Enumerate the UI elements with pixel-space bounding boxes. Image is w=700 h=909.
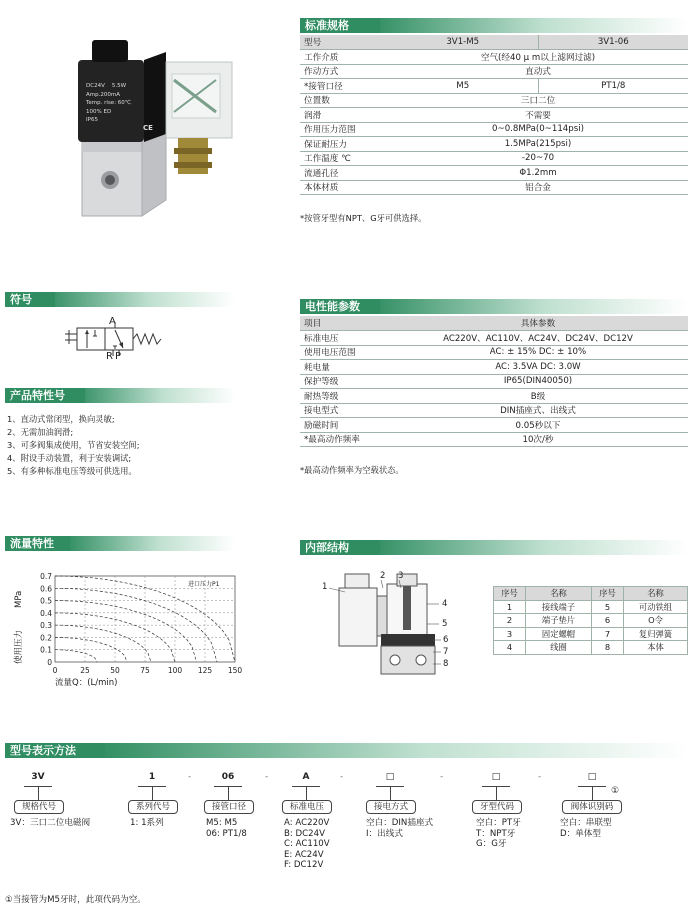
table-row [300, 151, 688, 166]
electrical-value: 0.05秒以下 [388, 418, 688, 433]
spec-value: 不需要 [388, 108, 688, 123]
electrical-value: IP65(DIN40050) [388, 374, 688, 389]
model-desc-line: 06: PT1/8 [206, 828, 247, 839]
internal-label-2: 2 [380, 571, 386, 581]
section-electrical-title: 电性能参数 [300, 299, 380, 314]
model-connector [592, 786, 593, 800]
internal-label-6: 6 [443, 635, 449, 645]
list-item: 3、可多阀集成使用，节省安装空间; [7, 440, 140, 450]
model-connector [390, 786, 391, 800]
spec-key: 作用压力范围 [300, 122, 388, 137]
part-no: 7 [592, 627, 624, 641]
spec-key: *接管口径 [300, 79, 388, 94]
symbol-port-rp: RP [106, 351, 123, 362]
table-row [300, 374, 688, 389]
model-desc-series [130, 818, 164, 829]
internal-structure-drawing [325, 566, 460, 686]
spec-value: 0~0.8MPa(0~114psi) [388, 122, 688, 137]
y-tick-label: 0.1 [40, 645, 52, 655]
spec-value: 1.5MPa(215psi) [388, 137, 688, 152]
spec-value: -20~70 [388, 151, 688, 166]
section-spec-title: 标准规格 [300, 18, 380, 33]
label-ip: IP65 [86, 117, 98, 123]
flow-annotation: 进口压力P1 [188, 581, 220, 588]
y-tick-label: 0.2 [40, 633, 52, 643]
model-desc-thread [476, 818, 521, 850]
model-box-body: 阀体识别码 [562, 800, 622, 814]
electrical-value: AC: 3.5VA DC: 3.0W [388, 360, 688, 375]
spec-value: Φ1.2mm [388, 166, 688, 181]
spec-key: 润滑 [300, 108, 388, 123]
section-model-title: 型号表示方法 [5, 743, 105, 758]
model-desc-line: D：单体型 [560, 828, 601, 839]
section-flow-title: 流量特性 [5, 536, 70, 551]
model-footnote: ①当接管为M5牙时，此项代码为空。 [5, 895, 146, 905]
part-name: 复归弹簧 [624, 627, 688, 641]
section-spec [300, 18, 688, 33]
table-row [300, 331, 688, 346]
table-row [494, 614, 688, 628]
internal-label-8: 8 [443, 659, 449, 669]
model-desc-line: 空白：PT牙 [476, 818, 521, 828]
spec-value-col1: M5 [388, 79, 538, 94]
part-name: 端子垫片 [526, 614, 592, 628]
electrical-note: *最高动作频率为空载状态。 [300, 465, 404, 475]
part-name: 本体 [624, 641, 688, 655]
electrical-value: B级 [388, 389, 688, 404]
product-image [70, 40, 260, 220]
product-label [86, 82, 131, 125]
table-row [300, 360, 688, 375]
section-internal [300, 540, 688, 555]
table-row [494, 600, 688, 614]
x-tick-label: 25 [80, 666, 90, 675]
part-name: 接线端子 [526, 600, 592, 614]
spec-table [300, 35, 688, 195]
model-box-thread: 牙型代码 [472, 800, 522, 814]
part-no: 6 [592, 614, 624, 628]
model-desc-connection [366, 818, 433, 839]
table-row [300, 180, 688, 195]
table-row [300, 93, 688, 108]
table-row [300, 432, 688, 447]
electrical-key: 保护等级 [300, 374, 388, 389]
electrical-header-row [300, 316, 688, 331]
x-tick-label: 0 [52, 666, 58, 675]
valve-symbol [55, 320, 205, 360]
model-code-series: 1 [148, 772, 156, 782]
model-code-spec: 3V [31, 772, 45, 782]
section-features-title: 产品特性号 [5, 388, 85, 403]
spec-header-key: 型号 [300, 35, 388, 50]
model-dash: - [340, 772, 344, 782]
part-no: 2 [494, 614, 526, 628]
model-box-spec: 规格代号 [14, 800, 64, 814]
table-row [300, 64, 688, 79]
electrical-value: AC220V、AC110V、AC24V、DC24V、DC12V [388, 331, 688, 346]
electrical-value: 10次/秒 [388, 432, 688, 447]
model-dash: - [265, 772, 269, 782]
parts-header-row [494, 587, 688, 601]
model-code-connection: □ [385, 772, 395, 782]
table-row [300, 50, 688, 65]
y-tick-label: 0.4 [40, 608, 52, 618]
parts-table [493, 586, 688, 655]
series-line [55, 601, 197, 662]
section-symbol-title: 符号 [5, 292, 55, 307]
list-item: 1、直动式常闭型，换向灵敏; [7, 414, 115, 424]
spec-note: *按管牙型有NPT、G牙可供选择。 [300, 213, 427, 223]
section-features [5, 388, 235, 403]
list-item: 4、附设手动装置，利于安装调试; [7, 453, 132, 463]
y-tick-label: 0 [47, 658, 52, 667]
table-row [494, 627, 688, 641]
part-name: 可动铁组 [624, 600, 688, 614]
internal-label-7: 7 [443, 647, 449, 657]
parts-header: 名称 [624, 587, 688, 601]
label-amp: Amp.200mA [86, 91, 120, 98]
ce-mark: CE [143, 124, 153, 132]
y-tick-label: 0.5 [40, 596, 52, 606]
section-model [5, 743, 688, 758]
list-item: 5、有多种标准电压等级可供选用。 [7, 466, 137, 476]
model-code-voltage: A [302, 772, 310, 782]
model-circle-mark: ① [611, 786, 620, 796]
table-row [300, 137, 688, 152]
electrical-header-key: 项目 [300, 316, 388, 331]
model-desc-line: M5: M5 [206, 818, 238, 828]
model-desc-line: I：出线式 [366, 828, 403, 839]
spec-value: 直动式 [388, 64, 688, 79]
part-name: 固定螺帽 [526, 627, 592, 641]
spec-key: 本体材质 [300, 180, 388, 195]
table-row [300, 389, 688, 404]
parts-header: 序号 [494, 587, 526, 601]
model-dash: - [538, 772, 542, 782]
part-no: 1 [494, 600, 526, 614]
spec-header-row [300, 35, 688, 50]
model-desc-line: 1: 1系列 [130, 818, 164, 828]
table-row [300, 79, 688, 94]
electrical-key: 耐热等级 [300, 389, 388, 404]
electrical-header-value: 具体参数 [388, 316, 688, 331]
list-item: 2、无需加油润滑; [7, 427, 74, 437]
part-no: 5 [592, 600, 624, 614]
y-tick-label: 0.3 [40, 621, 52, 631]
electrical-table [300, 316, 688, 447]
section-electrical [300, 299, 688, 314]
y-tick-label: 0.7 [40, 572, 52, 581]
internal-label-3: 3 [398, 571, 404, 581]
model-code-thread: □ [491, 772, 501, 782]
section-internal-title: 内部结构 [300, 540, 380, 555]
parts-header: 序号 [592, 587, 624, 601]
table-row [300, 122, 688, 137]
part-no: 3 [494, 627, 526, 641]
symbol-port-a: A [109, 316, 116, 327]
electrical-key: 使用电压范围 [300, 345, 388, 360]
label-ed: 100% ED [86, 108, 112, 115]
electrical-key: 标准电压 [300, 331, 388, 346]
model-desc-port [206, 818, 247, 839]
model-connector [38, 786, 39, 800]
flow-ylabel-unit: MPa [14, 590, 24, 608]
model-box-connection: 接电方式 [366, 800, 416, 814]
model-connector [152, 786, 153, 800]
table-row [300, 418, 688, 433]
part-no: 8 [592, 641, 624, 655]
internal-label-4: 4 [442, 599, 448, 609]
flow-ylabel: 使用压力 [14, 629, 24, 664]
model-desc-line: E: AC24V [284, 849, 324, 860]
spec-key: 工作介质 [300, 50, 388, 65]
internal-label-5: 5 [442, 619, 448, 629]
model-code-port: 06 [221, 772, 235, 782]
section-flow [5, 536, 235, 551]
series-line [55, 625, 151, 662]
spec-key: 工作温度 ℃ [300, 151, 388, 166]
electrical-value: DIN插座式、出线式 [388, 403, 688, 418]
part-name: 线圈 [526, 641, 592, 655]
spec-key: 位置数 [300, 93, 388, 108]
part-name: O令 [624, 614, 688, 628]
model-desc-voltage [284, 818, 330, 871]
electrical-key: 励磁时间 [300, 418, 388, 433]
spec-value: 空气(经40 μ m以上滤网过滤) [388, 50, 688, 65]
model-desc-line: F: DC12V [284, 860, 324, 871]
flow-xlabel: 流量Q：(L/min) [55, 678, 118, 688]
label-power: 5.5W [111, 83, 127, 89]
table-row [494, 641, 688, 655]
model-connector [306, 786, 307, 800]
spec-value: 铝合金 [388, 180, 688, 195]
internal-label-1: 1 [322, 582, 328, 592]
model-box-port: 接管口径 [204, 800, 254, 814]
x-tick-label: 50 [110, 666, 120, 675]
model-desc-line: T：NPT牙 [476, 828, 516, 839]
electrical-key: 耗电量 [300, 360, 388, 375]
series-line [55, 650, 97, 662]
model-box-voltage: 标准电压 [282, 800, 332, 814]
model-box-series: 系列代号 [128, 800, 178, 814]
label-temp: Temp. rise: 60℃ [86, 100, 131, 106]
model-desc-line: C: AC110V [284, 839, 330, 850]
model-desc-line: G：G牙 [476, 839, 507, 850]
y-tick-label: 0.6 [40, 584, 52, 594]
section-symbol [5, 292, 235, 307]
table-row [300, 108, 688, 123]
model-desc-line: A: AC220V [284, 818, 330, 828]
spec-value-col2: PT1/8 [538, 79, 688, 94]
x-tick-label: 75 [140, 666, 150, 675]
electrical-key: 接电型式 [300, 403, 388, 418]
model-desc-spec [10, 818, 90, 829]
model-desc-body [560, 818, 612, 839]
part-no: 4 [494, 641, 526, 655]
model-desc-line: 空白：DIN插座式 [366, 818, 434, 828]
model-connector [228, 786, 229, 800]
table-row [300, 403, 688, 418]
spec-key: 流通孔径 [300, 166, 388, 181]
spec-value: 三口二位 [388, 93, 688, 108]
spec-header-col2: 3V1-06 [538, 35, 688, 50]
table-row [300, 345, 688, 360]
spec-key: 作动方式 [300, 64, 388, 79]
model-desc-line: 3V：三口二位电磁阀 [10, 818, 91, 828]
model-connector [496, 786, 497, 800]
parts-header: 名称 [526, 587, 592, 601]
model-desc-line: B: DC24V [284, 828, 325, 839]
spec-header-col1: 3V1-M5 [388, 35, 538, 50]
x-tick-label: 100 [167, 666, 183, 675]
electrical-value: AC: ± 15% DC: ± 10% [388, 345, 688, 360]
electrical-key: *最高动作频率 [300, 432, 388, 447]
x-tick-label: 125 [197, 666, 213, 675]
model-dash: - [440, 772, 444, 782]
model-desc-line: 空白：串联型 [560, 818, 612, 828]
label-voltage: DC24V [86, 83, 105, 89]
spec-key: 保证耐压力 [300, 137, 388, 152]
model-dash: - [188, 772, 192, 782]
table-row [300, 166, 688, 181]
x-tick-label: 150 [227, 666, 243, 675]
model-code-body: □ [587, 772, 597, 782]
